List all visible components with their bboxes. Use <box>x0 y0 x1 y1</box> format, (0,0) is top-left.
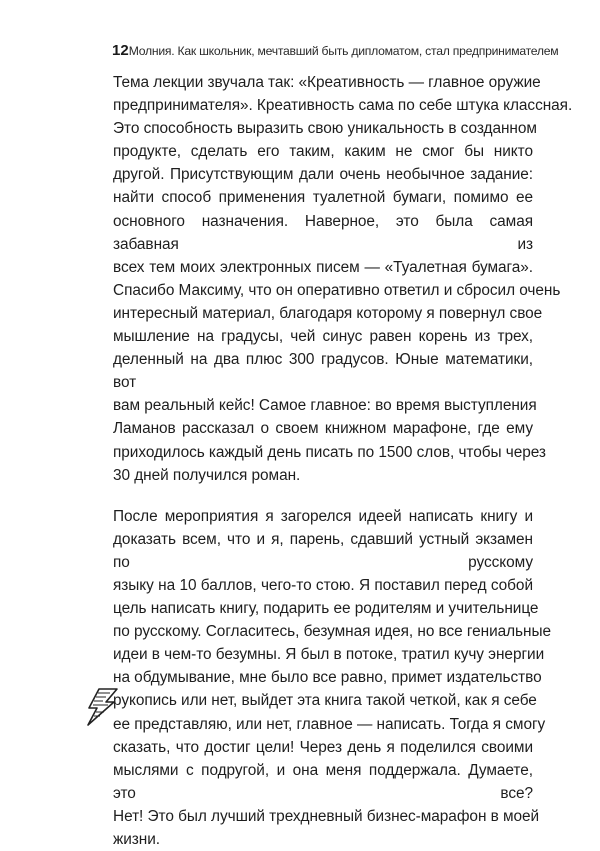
text-line: мышление на градусы, чей синус равен корень из трех, деленный на два плюс 300 градусов. Юные математики, вот <box>113 328 533 392</box>
text-line: Спасибо Максиму, что он оперативно ответил и сбросил очень <box>113 281 561 299</box>
lightning-icon <box>84 687 120 727</box>
text-line: найти способ применения туалетной бумаги, помимо ее основного назначения. Наверное, это была самая забавная из <box>113 189 533 253</box>
text-line: вам реальный кейс! Самое главное: во время выступления <box>113 397 537 415</box>
running-title: Молния. Как школьник, мечтавший быть дипломатом, стал предпринимателем <box>128 44 559 58</box>
text-line: предпринимателя». Креативность сама по себе штука классная. <box>113 97 573 115</box>
paragraph-2 <box>113 505 552 851</box>
text-line: продукте, сделать его таким, каким не смог бы никто <box>113 143 533 161</box>
text-line: на обдумывание, мне было все равно, примет издательство <box>113 669 542 687</box>
text-line: сказать, что достиг цели! Через день я поделился своими мыслями с подругой, и она меня поддержала. Думаете, это все? <box>113 738 533 802</box>
text-line: жизни. <box>113 831 161 848</box>
text-line: После мероприятия я загорелся идеей написать книгу и доказать всем, что и я, парень, сдавший устный экзамен по русскому <box>113 507 533 571</box>
text-line: интересный материал, благодаря которому я повернул свое <box>113 304 543 322</box>
text-line: рукопись или нет, выйдет эта книга такой четкой, как я себе <box>113 692 537 710</box>
text-line: идеи в чем-то безумны. Я был в потоке, тратил кучу энергии <box>113 646 545 664</box>
text-line: Ламанов рассказал о своем книжном марафоне, где ему <box>113 420 533 438</box>
text-line: ее представляю, или нет, главное — написать. Тогда я смогу <box>113 715 546 733</box>
text-line: 30 дней получился роман. <box>113 466 301 484</box>
text-line: языку на 10 баллов, чего-то стою. Я поставил перед собой <box>113 576 533 594</box>
text-line: Тема лекции звучала так: «Креативность — главное оружие <box>113 74 541 91</box>
paragraph-1 <box>113 71 573 487</box>
page-header <box>112 42 559 62</box>
text-line: всех тем моих электронных писем — «Туалетная бумага». <box>113 258 533 276</box>
text-line: Нет! Это был лучший трехдневный бизнес-марафон в моей <box>113 807 540 825</box>
page-number: 12 <box>112 42 129 59</box>
text-line: цель написать книгу, подарить ее родителям и учительнице <box>113 600 539 618</box>
text-line: Это способность выразить свою уникальность в созданном <box>113 120 537 138</box>
text-line: по русскому. Согласитесь, безумная идея, но все гениальные <box>113 623 552 641</box>
text-line: другой. Присутствующим дали очень необычное задание: <box>113 166 533 184</box>
text-line: приходилось каждый день писать по 1500 слов, чтобы через <box>113 443 546 461</box>
body-text <box>113 71 573 851</box>
